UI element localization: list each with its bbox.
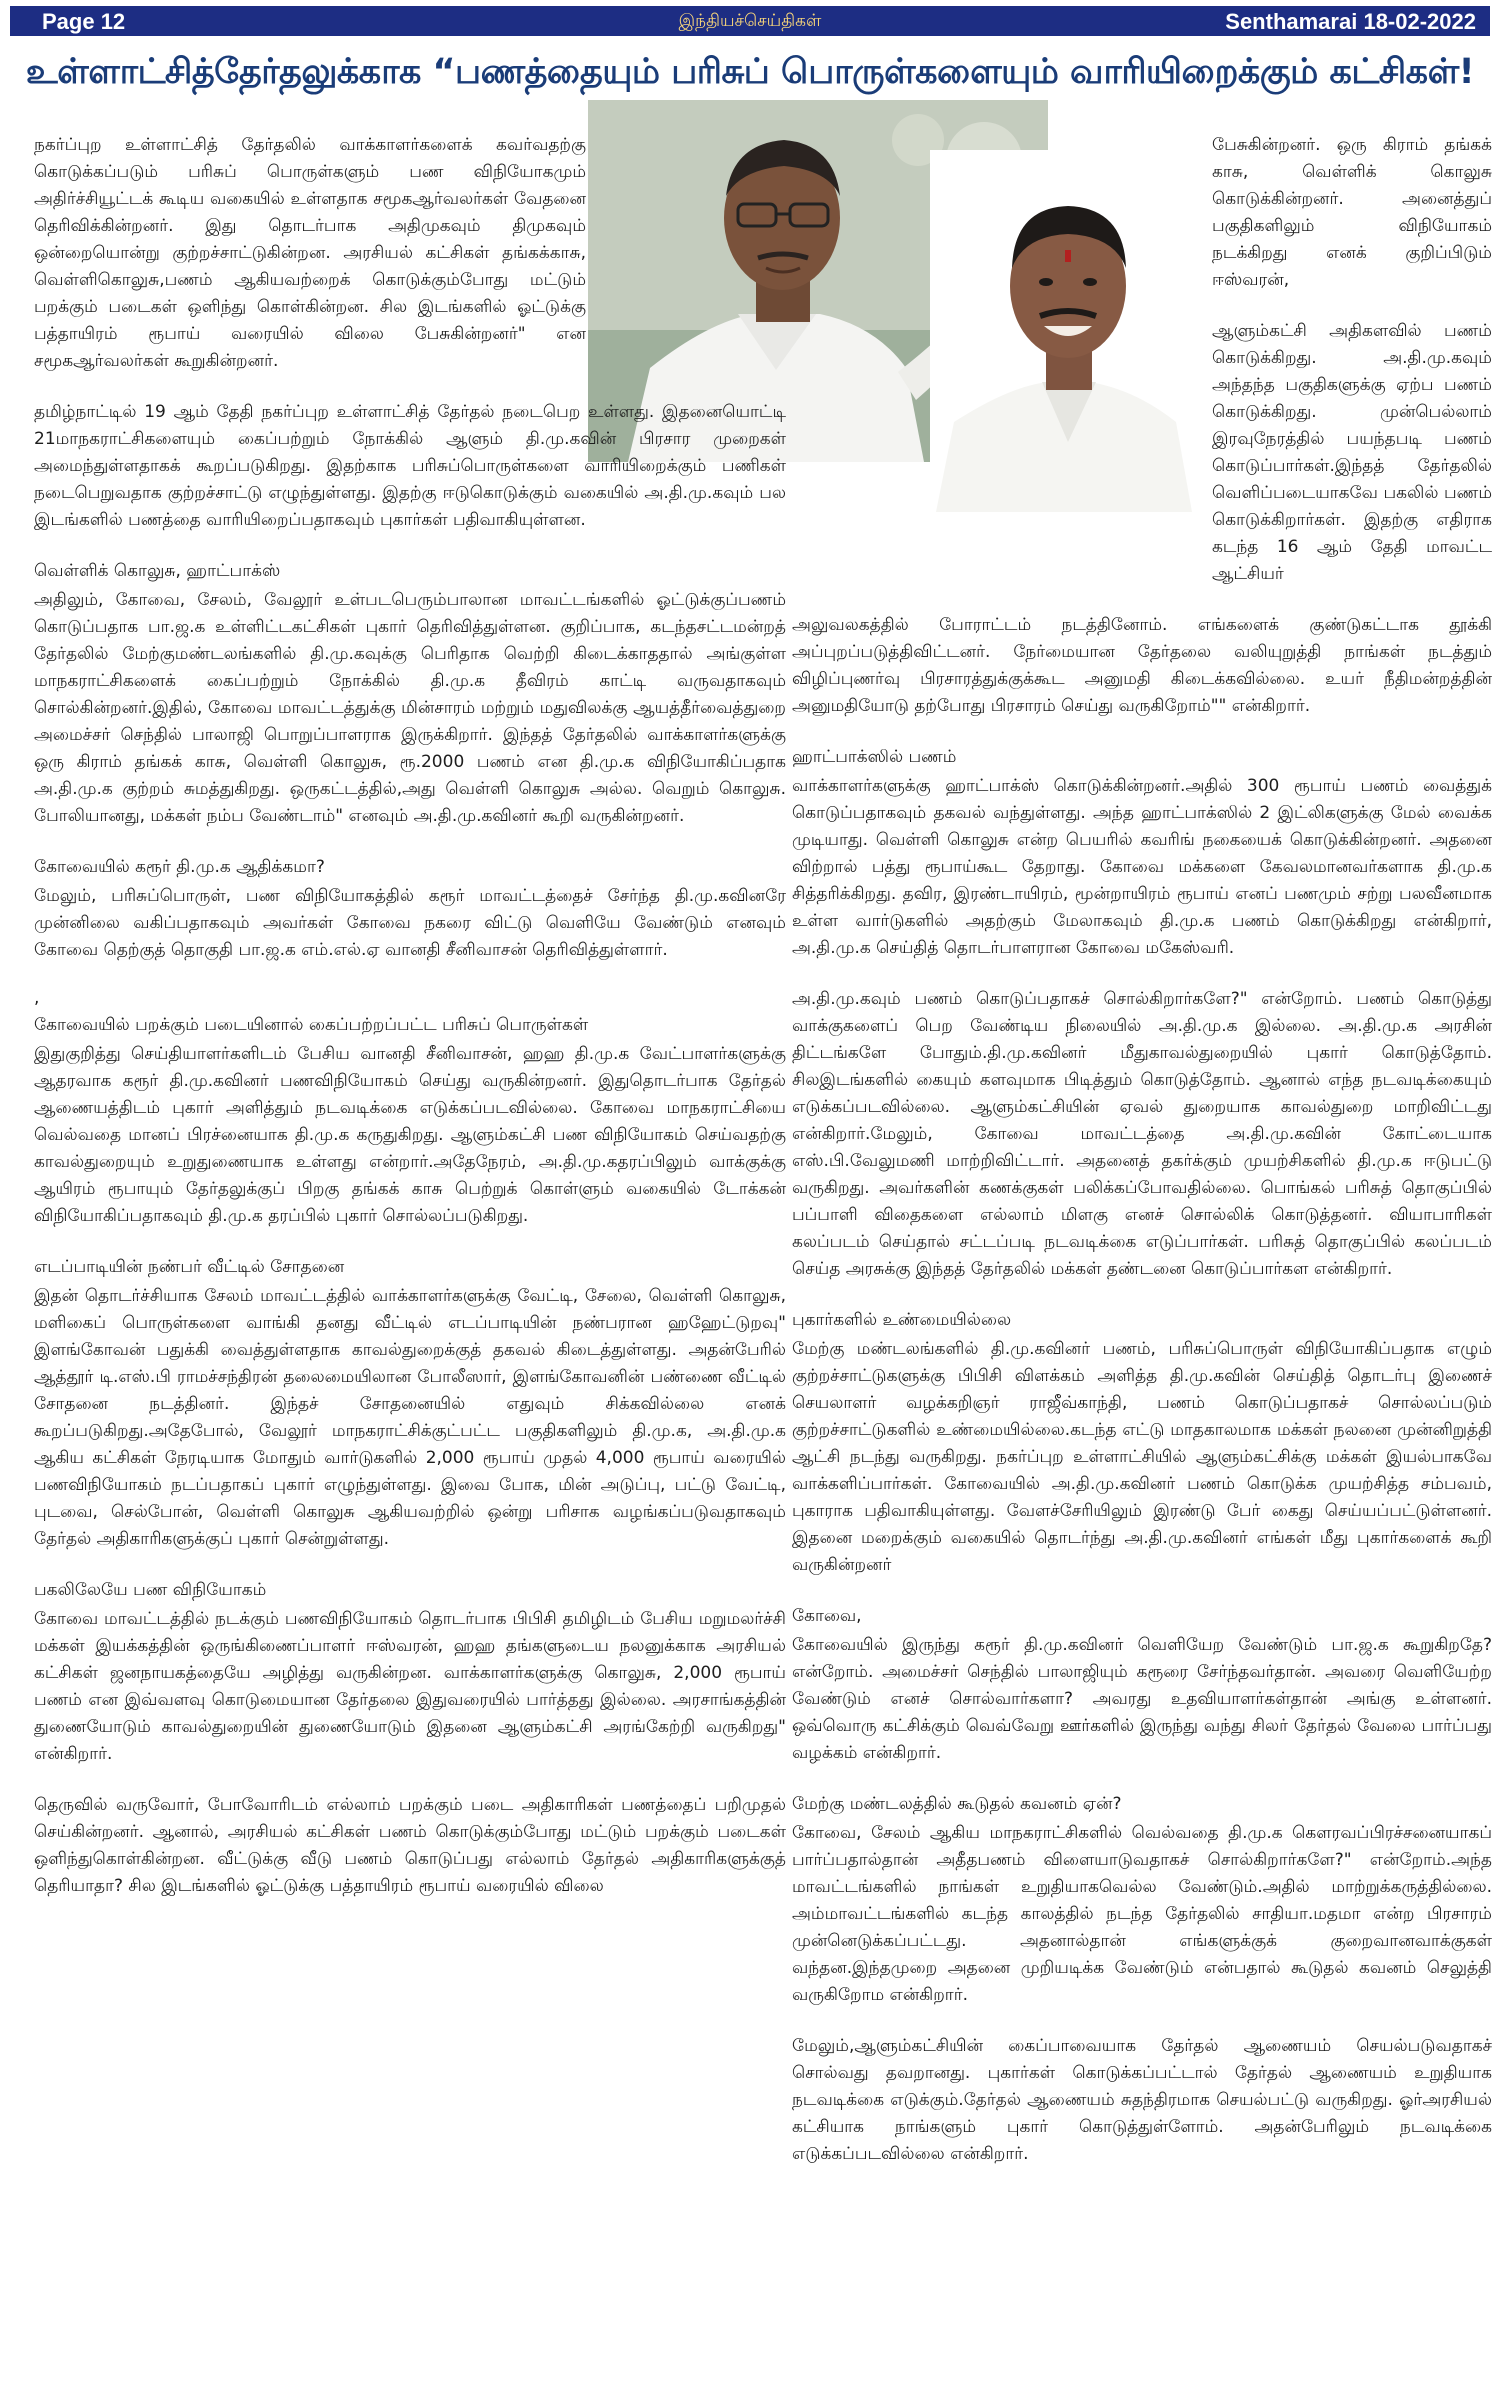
article-column-right bbox=[792, 132, 1492, 2394]
section-heading: வெள்ளிக் கொலுசு, ஹாட்பாக்ஸ் bbox=[34, 561, 281, 581]
paragraph: மேலும், பரிசுப்பொருள், பண விநியோகத்தில் கரூர் மாவட்டத்தைச் சேர்ந்த தி.மு.கவினரே முன்னிலை வகிப்பதாகவும் அவர்கள் கோவை நகரை விட்டு வெளியே வேண்டும் எனவும் கோவை தெற்குத் தொகுதி பா.ஜ.க எம்.எல்.ஏ வானதி சீனிவாசன் தெரிவித்துள்ளார். bbox=[34, 886, 786, 960]
paragraph: ஆளும்கட்சி அதிகளவில் பணம் கொடுக்கிறது. அ.தி.மு.கவும் அந்தந்த பகுதிகளுக்கு ஏற்ப பணம் கொடுக்கிறது. முன்பெல்லாம் இரவுநேரத்தில் பயந்தபடி பணம் கொடுப்பார்கள்.இந்தத் தேர்தலில் வெளிப்படையாகவே பகலில் பணம் கொடுக்கிறார்கள். இதற்கு எதிராக கடந்த 16 ஆம் தேதி மாவட்ட ஆட்சியர் bbox=[1212, 321, 1492, 584]
paragraph: கோவை, சேலம் ஆகிய மாநகராட்சிகளில் வெல்வதை தி.மு.க கௌரவப்பிரச்சனையாகப் பார்ப்பதால்தான் அதீதபணம் விளையாடுவதாகச் சொல்கிறார்களே?" என்றோம்.அந்த மாவட்டங்களில் நாங்கள் உறுதியாகவெல்ல வேண்டும்.அதில் மாற்றுக்கருத்தில்லை. அம்மாவட்டங்களில் கடந்த காலத்தில் நடந்த தேர்தலில் சாதியா.மதமா என்ற பிரசாரம் முன்னெடுக்கப்பட்டது. அதனால்தான் எங்களுக்குக் குறைவானவாக்குகள் வந்தன.இந்தமுறை அதனை முறியடிக்க வேண்டும் என்பதால் கூடுதல் கவனம் செலுத்தி வருகிறோம என்கிறார். bbox=[792, 1823, 1492, 2005]
section-heading: மேற்கு மண்டலத்தில் கூடுதல் கவனம் ஏன்? bbox=[792, 1794, 1122, 1814]
paragraph: நகர்ப்புற உள்ளாட்சித் தேர்தலில் வாக்காளர்களைக் கவர்வதற்கு கொடுக்கப்படும் பரிசுப் பொருள்களும் பண விநியோகமும் அதிர்ச்சியூட்டக் கூடிய வகையில் உள்ளதாக சமூகஆர்வலர்கள் வேதனை தெரிவிக்கின்றனர். இது தொடர்பாக அதிமுகவும் திமுகவும் ஒன்றையொன்று குற்றச்சாட்டுகின்றன. அரசியல் கட்சிகள் தங்கக்காசு, வெள்ளிகொலுசு,பணம் ஆகியவற்றைக் கொடுக்கும்போது மட்டும் பறக்கும் படைகள் ஒளிந்து கொள்கின்றன. சில இடங்களில் ஓட்டுக்கு பத்தாயிரம் ரூபாய் வரையில் விலை பேசுகின்றனர்" என சமூகஆர்வலர்கள் கூறுகின்றனர். bbox=[34, 135, 586, 371]
left-top-text bbox=[34, 132, 586, 375]
issue-date: 18-02-2022 bbox=[1363, 9, 1476, 34]
section-heading: கோவையில் கரூர் தி.மு.க ஆதிக்கமா? bbox=[34, 857, 325, 877]
section-heading: புகார்களில் உண்மையில்லை bbox=[792, 1310, 1012, 1330]
paragraph: மேற்கு மண்டலங்களில் தி.மு.கவினர் பணம், பரிசுப்பொருள் விநியோகிப்பதாக எழும் குற்றச்சாட்டுகளுக்கு பிபிசி விளக்கம் அளித்த தி.மு.கவின் செய்தித் தொடர்பு இணைச் செயலாளர் வழக்கறிஞர் ராஜீவ்காந்தி, பணம் கொடுப்பதாகச் சொல்லப்படும் குற்றச்சாட்டுகளில் உண்மையில்லை.கடந்த எட்டு மாதகாலமாக மக்கள் நலனை முன்னிறுத்தி ஆட்சி நடந்து வருகிறது. நகர்ப்புற உள்ளாட்சியில் ஆளும்கட்சிக்கு மக்கள் இயல்பாகவே வாக்களிப்பார்கள். கோவையில் அ.தி.மு.கவினர் பணம் கொடுக்க முயற்சித்த சம்பவம், புகாராக பதிவாகியுள்ளது. வேளச்சேரியிலும் இரண்டு பேர் கைது செய்யப்பட்டுள்ளனர். இதனை மறைக்கும் வகையில் தொடர்ந்து அ.தி.மு.கவினர் எங்கள் மீது புகார்களைக் கூறி வருகின்றனர் bbox=[792, 1339, 1492, 1575]
paragraph: இதுகுறித்து செய்தியாளர்களிடம் பேசிய வானதி சீனிவாசன், ஹஹ தி.மு.க வேட்பாளர்களுக்கு ஆதரவாக கரூர் தி.மு.கவினர் பணவிநியோகம் செய்து வருகின்றனர். இதுதொடர்பாக தேர்தல் ஆணையத்திடம் புகார் அளித்தும் நடவடிக்கை எடுக்கப்படவில்லை. கோவை மாநகராட்சியை வெல்வதை மானப் பிரச்னையாக தி.மு.க கருதுகிறது. ஆளும்கட்சி பண விநியோகம் செய்வதற்கு காவல்துறையும் உறுதுணையாக உள்ளது என்றார்.அதேநேரம், அ.தி.மு.கதரப்பிலும் வாக்குக்கு ஆயிரம் ரூபாயும் தேர்தலுக்குப் பிறகு தங்கக் காசு பெற்றுக் கொள்ளும் வகையில் டோக்கன் விநியோகிப்பதாகவும் தி.மு.க தரப்பில் புகார் சொல்லப்படுகிறது. bbox=[34, 1044, 786, 1226]
paragraph: அ.தி.மு.கவும் பணம் கொடுப்பதாகச் சொல்கிறார்களே?" என்றோம். பணம் கொடுத்து வாக்குகளைப் பெற வேண்டிய நிலையில் அ.தி.மு.க இல்லை. அ.தி.மு.க அரசின் திட்டங்களே போதும்.தி.மு.கவினர் மீதுகாவல்துறையில் புகார் கொடுத்தோம். சிலஇடங்களில் கையும் களவுமாக பிடித்தும் கொடுத்தோம். ஆனால் எந்த நடவடிக்கையும் எடுக்கப்படவில்லை. ஆளும்கட்சியின் ஏவல் துறையாக காவல்துறை மாறிவிட்டது என்கிறார்.மேலும், கோவை மாவட்டத்தை அ.தி.மு.கவின் கோட்டையாக எஸ்.பி.வேலுமணி மாற்றிவிட்டார். அதனைத் தகர்க்கும் முயற்சிகளில் தி.மு.க ஈடுபட்டு வருகிறது. அவர்களின் கணக்குகள் பலிக்கப்போவதில்லை. பொங்கல் பரிசுத் தொகுப்பில் பப்பாளி விதைகளை எல்லாம் மிளகு எனச் சொல்லிக் கொடுத்தனர். வியாபாரிகள் கலப்படம் செய்தால் சட்டப்படி நடவடிக்கை எடுப்பார்கள். பரிசுத் தொகுப்பில் கலப்படம் செய்த அரசுக்கு இந்தத் தேர்தலில் மக்கள் தண்டனை கொடுப்பார்கள என்கிறார். bbox=[792, 989, 1492, 1279]
right-top-text bbox=[1212, 132, 1492, 588]
paragraph: தமிழ்நாட்டில் 19 ஆம் தேதி நகர்ப்புற உள்ளாட்சித் தேர்தல் நடைபெற உள்ளது. இதனையொட்டி 21மாநகராட்சிகளையும் கைப்பற்றும் நோக்கில் ஆளும் தி.மு.கவின் பிரசார முறைகள் அமைந்துள்ளதாகக் கூறப்படுகிறது. இதற்காக பரிசுப்பொருள்களை வாரியிறைக்கும் பணிகள் நடைபெறுவதாக குற்றச்சாட்டு எழுந்துள்ளது. இதற்கு ஈடுகொடுக்கும் வகையில் அ.தி.மு.கவும் பல இடங்களில் பணத்தை வாரியிறைப்பதாகவும் புகார்கள் பதிவாகியுள்ளன. bbox=[34, 402, 786, 530]
paragraph: தெருவில் வருவோர், போவோரிடம் எல்லாம் பறக்கும் படை அதிகாரிகள் பணத்தைப் பறிமுதல் செய்கின்றனர். ஆனால், அரசியல் கட்சிகள் பணம் கொடுக்கும்போது மட்டும் பறக்கும் படைகள் ஒளிந்துகொள்கின்றன. வீட்டுக்கு வீடு பணம் கொடுப்பது எல்லாம் தேர்தல் அதிகாரிகளுக்குத் தெரியாதா? சில இடங்களில் ஓட்டுக்கு பத்தாயிரம் ரூபாய் வரையில் விலை bbox=[34, 1795, 786, 1896]
paragraph: அலுவலகத்தில் போராட்டம் நடத்தினோம். எங்களைக் குண்டுகட்டாக தூக்கி அப்புறப்படுத்திவிட்டனர். நேர்மையான தேர்தலை வலியுறுத்தி நாங்கள் நடத்தும் விழிப்புணர்வு பிரசாரத்துக்குக்கூட அனுமதி கிடைக்கவில்லை. உயர் நீதிமன்றத்தின் அனுமதியோடு தற்போது பிரசாரம் செய்து வருகிறோம்"" என்கிறார். bbox=[792, 615, 1492, 716]
section-heading: கோவையில் பறக்கும் படையினால் கைப்பற்றப்பட்ட பரிசுப் பொருள்கள் bbox=[34, 1015, 589, 1035]
stray-comma: , bbox=[34, 988, 40, 1008]
paragraph: இதன் தொடர்ச்சியாக சேலம் மாவட்டத்தில் வாக்காளர்களுக்கு வேட்டி, சேலை, வெள்ளி கொலுசு, மளிகைப் பொருள்களை வாங்கி தனது வீட்டில் எடப்பாடியின் நண்பரான ஹஹேட்டுறவு" இளங்கோவன் பதுக்கி வைத்துள்ளதாக காவல்துறைக்குத் தகவல் கிடைத்துள்ளது. அதன்பேரில் ஆத்தூர் டி.எஸ்.பி ராமச்சந்திரன் தலைமையிலான போலீஸார், இளங்கோவனின் பண்ணை வீட்டில் சோதனை நடத்தினர். இந்தச் சோதனையில் எதுவும் சிக்கவில்லை எனக் கூறப்படுகிறது.அதேபோல், வேலூர் மாநகராட்சிக்குட்பட்ட பகுதிகளிலும் தி.மு.க, அ.தி.மு.க ஆகிய கட்சிகள் நேரடியாக மோதும் வார்டுகளில் 2,000 ரூபாய் முதல் 4,000 ரூபாய் வரையில் பணவிநியோகம் நடப்பதாகப் புகார் எழுந்துள்ளது. இவை போக, மின் அடுப்பு, பட்டு வேட்டி, புடவை, செல்போன், வெள்ளி கொலுசு ஆகியவற்றில் ஒன்று பரிசாக வழங்கப்படுவதாகவும் தேர்தல் அதிகாரிகளுக்குப் புகார் சென்றுள்ளது. bbox=[34, 1286, 786, 1549]
paper-name-date bbox=[1225, 9, 1476, 35]
section-heading: பகலிலேயே பண விநியோகம் bbox=[34, 1580, 267, 1600]
paragraph: வாக்காளர்களுக்கு ஹாட்பாக்ஸ் கொடுக்கின்றனர்.அதில் 300 ரூபாய் பணம் வைத்துக் கொடுப்பதாகவும் தகவல் வந்துள்ளது. அந்த ஹாட்பாக்ஸில் 2 இட்லிகளுக்கு மேல் வைக்க முடியாது. வெள்ளி கொலுசு என்ற பெயரில் கவரிங் நகையைக் கொடுக்கின்றனர். அதனை விற்றால் பத்து ரூபாய்கூட தேறாது. கோவை மக்களை கேவலமானவர்களாக தி.மு.க சித்தரிக்கிறது. தவிர, இரண்டாயிரம், மூன்றாயிரம் ரூபாய் எனப் பணமும் சற்று பலவீனமாக உள்ள வார்டுகளில் அதற்கும் மேலாகவும் தி.மு.க பணம் கொடுக்கிறது என்கிறார், அ.தி.மு.க செய்தித் தொடர்பாளரான கோவை மகேஸ்வரி. bbox=[792, 776, 1492, 958]
section-heading: கோவை, bbox=[792, 1606, 862, 1626]
paragraph: பேசுகின்றனர். ஒரு கிராம் தங்கக் காசு, வெள்ளிக் கொலுசு கொடுக்கின்றனர். அனைத்துப் பகுதிகளிலும் விநியோகம் நடக்கிறது எனக் குறிப்பிடும் ஈஸ்வரன், bbox=[1212, 135, 1492, 290]
article-headline: உள்ளாட்சித்தேர்தலுக்காக “பணத்தையும் பரிசுப் பொருள்களையும் வாரியிறைக்கும் கட்சிகள்! bbox=[25, 52, 1475, 92]
section-heading: ஹாட்பாக்ஸில் பணம் bbox=[792, 747, 957, 767]
paragraph: மேலும்,ஆளும்கட்சியின் கைப்பாவையாக தேர்தல் ஆணையம் செயல்படுவதாகச் சொல்வது தவறானது. புகார்கள் கொடுக்கப்பட்டால் தேர்தல் ஆணையம் உறுதியாக நடவடிக்கை எடுக்கும்.தேர்தல் ஆணையம் சுதந்திரமாக செயல்பட்டு வருகிறது. ஓர்அரசியல் கட்சியாக நாங்களும் புகார் கொடுத்துள்ளோம். அதன்பேரிலும் நடவடிக்கை எடுக்கப்படவில்லை என்கிறார். bbox=[792, 2036, 1492, 2164]
paper-name: Senthamarai bbox=[1225, 9, 1358, 34]
paragraph: கோவையில் இருந்து கரூர் தி.மு.கவினர் வெளியேற வேண்டும் பா.ஜ.க கூறுகிறதே? என்றோம். அமைச்சர் செந்தில் பாலாஜியும் கரூரை சேர்ந்தவர்தான். அவரை வெளியேற்ற வேண்டும் எனச் சொல்வார்களா? அவரது உதவியாளர்கள்தான் அங்கு உள்ளனர். ஒவ்வொரு கட்சிக்கும் வெவ்வேறு ஊர்களில் இருந்து வந்து சிலர் தேர்தல் வேலை பார்ப்பது வழக்கம் என்கிறார். bbox=[792, 1635, 1492, 1763]
article-column-left bbox=[34, 132, 786, 2394]
paragraph: கோவை மாவட்டத்தில் நடக்கும் பணவிநியோகம் தொடர்பாக பிபிசி தமிழிடம் பேசிய மறுமலர்ச்சி மக்கள் இயக்கத்தின் ஒருங்கிணைப்பாளர் ஈஸ்வரன், ஹஹ தங்களுடைய நலனுக்காக அரசியல் கட்சிகள் ஜனநாயகத்தையே அழித்து வருகின்றன. வாக்காளர்களுக்கு கொலுசு, 2,000 ரூபாய் பணம் என இவ்வளவு கொடுமையான தேர்தலை இதுவரையில் பார்த்தது இல்லை. அரசாங்கத்தின் துணையோடும் காவல்துறையின் துணையோடும் இதனை ஆளும்கட்சி அரங்கேற்றி வருகிறது" என்கிறார். bbox=[34, 1609, 786, 1764]
section-title: இந்தியச்செய்திகள் bbox=[678, 11, 822, 31]
masthead-bar bbox=[10, 6, 1490, 36]
paragraph: அதிலும், கோவை, சேலம், வேலூர் உள்படபெரும்பாலான மாவட்டங்களில் ஓட்டுக்குப்பணம் கொடுப்பதாக பா.ஜ.க உள்ளிட்டகட்சிகள் புகார் தெரிவித்துள்ளன. குறிப்பாக, கடந்தசட்டமன்றத் தேர்தலில் மேற்குமண்டலங்களில் தி.மு.கவுக்கு பெரிதாக வெற்றி கிடைக்காததால் அங்குள்ள மாநகராட்சிகளைக் கைப்பற்றும் நோக்கில் தி.மு.க தீவிரம் காட்டி வருவதாகவும் சொல்கின்றனர்.இதில், கோவை மாவட்டத்துக்கு மின்சாரம் மற்றும் மதுவிலக்கு ஆயத்தீர்வைத்துறை அமைச்சர் செந்தில் பாலாஜி பொறுப்பாளராக இருக்கிறார். இந்தத் தேர்தலில் வாக்காளர்களுக்கு ஒரு கிராம் தங்கக் காசு, வெள்ளி கொலுசு, ரூ.2000 பணம் என தி.மு.க விநியோகிப்பதாக அ.தி.மு.க குற்றம் சுமத்துகிறது. ஒருகட்டத்தில்,அது வெள்ளி கொலுசு அல்ல. வெறும் கொலுசு. போலியானது, மக்கள் நம்ப வேண்டாம்" எனவும் அ.தி.மு.கவினர் கூறி வருகின்றனர். bbox=[34, 590, 786, 826]
page-number: Page 12 bbox=[42, 9, 126, 34]
section-heading: எடப்பாடியின் நண்பர் வீட்டில் சோதனை bbox=[34, 1257, 345, 1277]
